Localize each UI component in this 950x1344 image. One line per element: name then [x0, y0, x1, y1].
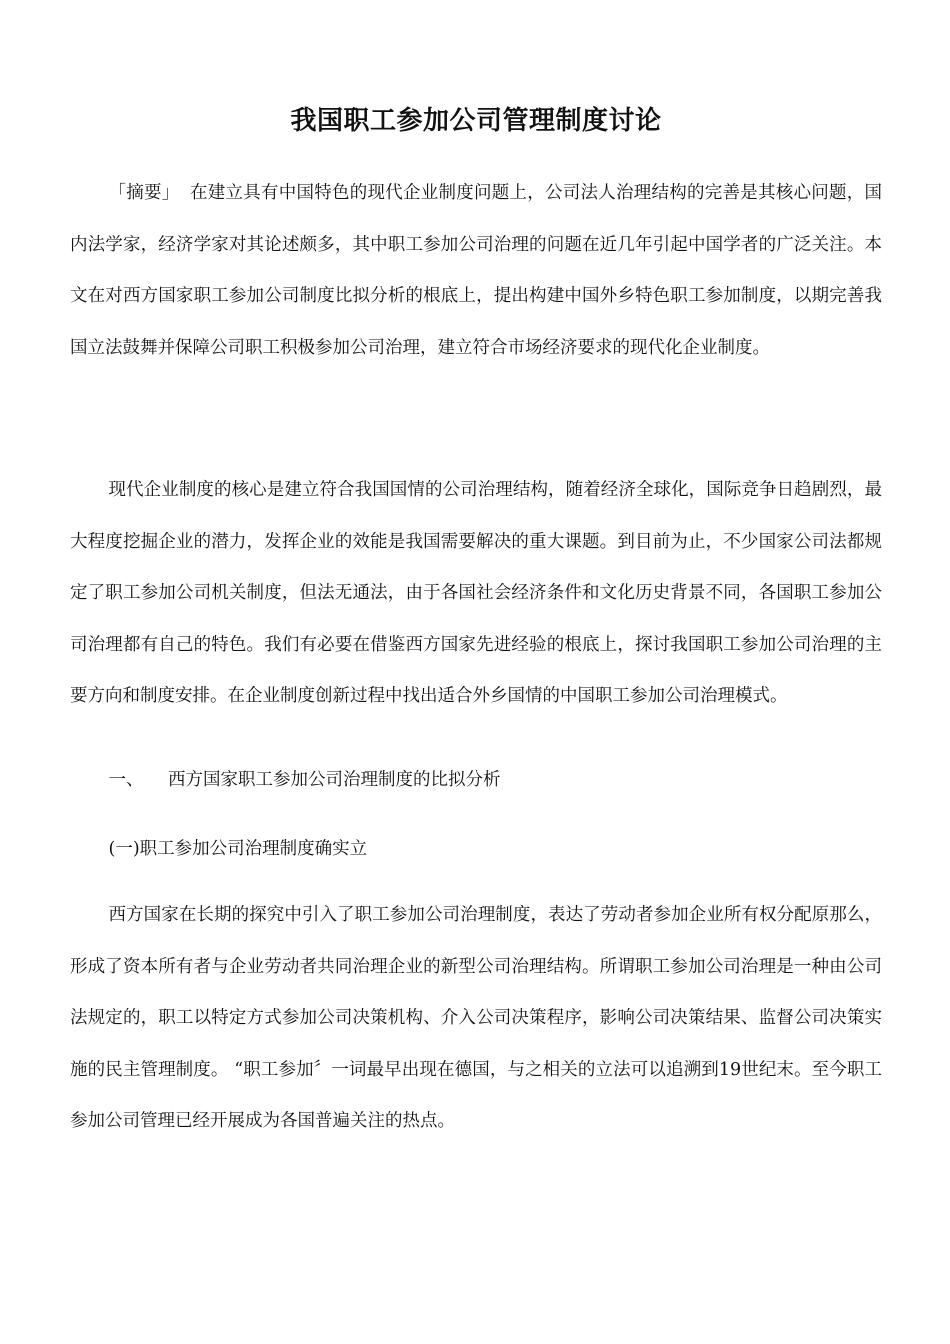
document-title: 我国职工参加公司管理制度讨论	[290, 106, 662, 137]
subsection-heading	[70, 829, 882, 869]
abstract-label: 「摘要」	[108, 183, 180, 203]
body-paragraph: 西方国家在长期的探究中引入了职工参加公司治理制度，表达了劳动者参加企业所有权分配原那么，形成了资本所有者与企业劳动者共同治理企业的新型公司治理结构。所谓职工参加公司治理是一种由公司法规定的，职工以特定方式参加公司决策机构、介入公司决策程序，影响公司决策结果、监督公司决策实施的民主管理制度。 “职工参加〞一词最早出现在德国，与之相关的立法可以追溯到19世纪末。至今职工参加公司管理已经开展成为各国普遍关注的热点。	[70, 905, 882, 1131]
section-heading	[70, 760, 882, 800]
abstract-paragraph	[70, 168, 882, 374]
subsection-title: 职工参加公司治理制度确实立	[139, 839, 368, 859]
intro-paragraph: 现代企业制度的核心是建立符合我国国情的公司治理结构，随着经济全球化，国际竞争日趋剧烈，最大程度挖掘企业的潜力，发挥企业的效能是我国需要解决的重大课题。到目前为止，不少国家公司法都规定了职工参加公司机关制度，但法无通法，由于各国社会经济条件和文化历史背景不同，各国职工参加公司治理都有自己的特色。我们有必要在借鉴西方国家先进经验的根底上，探讨我国职工参加公司治理的主要方向和制度安排。在企业制度创新过程中找出适合外乡国情的中国职工参加公司治理模式。	[70, 480, 882, 706]
subsection-number: (一)	[108, 839, 140, 859]
abstract-text: 在建立具有中国特色的现代企业制度问题上，公司法人治理结构的完善是其核心问题，国内法学家，经济学家对其论述颇多，其中职工参加公司治理的问题在近几年引起中国学者的广泛关注。本文在对西方国家职工参加公司制度比拟分析的根底上，提出构建中国外乡特色职工参加制度，以期完善我国立法鼓舞并保障公司职工积极参加公司治理，建立符合市场经济要求的现代化企业制度。	[70, 183, 882, 358]
section-title: 西方国家职工参加公司治理制度的比拟分析	[168, 770, 501, 790]
section-number: 一、	[108, 770, 144, 790]
